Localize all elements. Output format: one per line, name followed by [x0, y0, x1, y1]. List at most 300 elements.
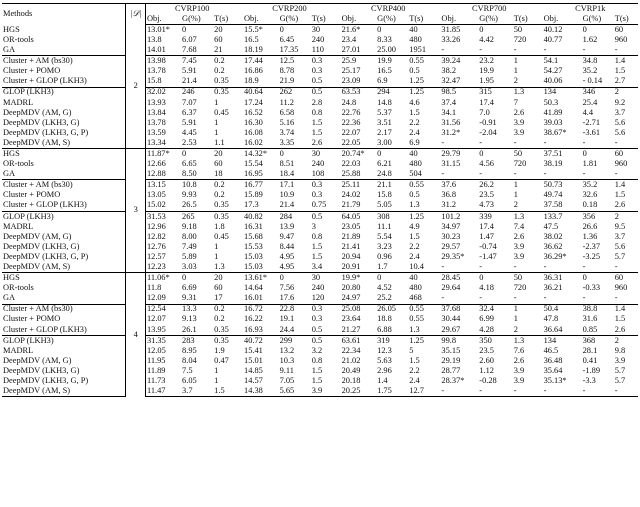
col-gap-header: G(%) [181, 14, 213, 25]
value-cell-obj: 16.77 [243, 180, 279, 191]
value-cell-obj: 31.53 [145, 211, 181, 222]
value-cell-obj: 40.06 [543, 76, 563, 86]
value-cell-obj: 28.77 [441, 366, 461, 375]
value-cell-time: 1 [513, 304, 538, 315]
value-cell-gap: 4.42 [479, 35, 494, 44]
value-cell-time: 50 [513, 24, 523, 34]
value-cell-gap: 26.6 [582, 221, 598, 231]
value-cell-time: 0.47 [214, 356, 229, 365]
value-cell-gap: 0.96 [377, 252, 392, 261]
value-cell-gap: 17.4 [479, 97, 494, 107]
value-cell-gap: 0 [582, 149, 614, 160]
value-cell-gap: 9.47 [279, 231, 295, 241]
value-cell-time: 1.5 [311, 241, 323, 251]
value-cell-obj: 19.9* [341, 273, 377, 284]
value-cell-time: 1.5 [311, 366, 323, 375]
method-name: Cluster + GLOP (LKH3) [3, 324, 87, 334]
value-cell-obj: 39.03 [543, 117, 563, 127]
value-cell-time: 2.4 [409, 376, 420, 386]
value-cell-obj: 24.97 [341, 293, 361, 303]
value-cell-obj: 12.07 [146, 314, 166, 324]
value-cell-time: 0.45 [214, 231, 229, 241]
col-gap-header: G(%) [376, 14, 408, 25]
value-cell-time: 1 [513, 180, 538, 191]
value-cell-gap: 0 [478, 273, 512, 284]
value-cell-gap: 4.56 [479, 159, 494, 169]
col-time-header: T(s) [614, 14, 638, 25]
value-cell-gap: 3.51 [377, 117, 392, 127]
col-obj-header: Obj. [543, 14, 582, 25]
value-cell-gap: 26.2 [478, 180, 512, 191]
value-cell-gap: -1.89 [582, 366, 601, 375]
value-cell-obj: 40.72 [243, 335, 279, 346]
value-cell-time: 5.7 [614, 376, 626, 386]
value-cell-gap: 9.13 [182, 314, 197, 324]
value-cell-obj: 20.74* [341, 149, 377, 160]
value-cell-time: 3.9 [513, 127, 525, 137]
value-cell-gap: 12.3 [377, 345, 392, 355]
value-cell-time: 1 [214, 97, 219, 107]
value-cell-gap: 3.35 [279, 138, 295, 147]
value-cell-gap: 10.8 [181, 180, 213, 191]
value-cell-time: 5.6 [614, 127, 626, 137]
value-cell-gap: 17.35 [279, 45, 299, 55]
method-name: GLOP (LKH3) [2, 335, 126, 346]
value-cell-time: 1.5 [311, 117, 323, 127]
col-gap-header: G(%) [478, 14, 512, 25]
value-cell-gap: 19.1 [279, 314, 295, 324]
value-cell-time: 40 [408, 149, 436, 160]
method-name: Cluster + GLOP (LKH3) [3, 200, 87, 210]
value-cell-gap: - [582, 293, 586, 303]
value-cell-time: 0.5 [311, 324, 323, 334]
value-cell-gap: 8.04 [182, 356, 197, 365]
value-cell-time: 2 [513, 324, 518, 334]
value-cell-gap: 7.68 [182, 45, 197, 55]
value-cell-time: 1.5 [311, 252, 323, 261]
value-cell-gap: 315 [478, 87, 512, 98]
value-cell-gap: 8.51 [279, 159, 295, 169]
value-cell-obj: 134 [543, 335, 582, 346]
value-cell-obj: 12.76 [146, 241, 166, 251]
value-cell-time: 5.6 [614, 241, 626, 251]
value-cell-time: 2 [614, 335, 638, 346]
value-cell-time: 2 [513, 76, 518, 86]
value-cell-gap: 11.2 [279, 97, 294, 107]
value-cell-time: 1.5 [614, 314, 626, 324]
value-cell-obj: 34.97 [441, 221, 461, 231]
value-cell-time: 1.25 [408, 211, 436, 222]
value-cell-obj: 36.29* [543, 252, 567, 261]
value-cell-time: 1.5 [409, 107, 420, 117]
value-cell-obj: 13.61* [243, 273, 279, 284]
value-cell-obj: 16.01 [244, 293, 263, 303]
value-cell-obj: 31.35 [145, 335, 181, 346]
value-cell-obj: 14.01 [146, 45, 166, 55]
value-cell-gap: - [582, 262, 586, 271]
depot-count-header: |𝒟| [126, 4, 146, 25]
value-cell-obj: 31.15 [441, 159, 461, 169]
value-cell-gap: 10.3 [279, 356, 295, 365]
value-cell-gap: 8.00 [182, 231, 197, 241]
value-cell-obj: 17.24 [244, 97, 263, 107]
value-cell-time: 1.3 [409, 200, 420, 210]
method-name: GLOP (LKH3) [2, 211, 126, 222]
value-cell-obj: 18.19 [244, 45, 263, 55]
value-cell-obj: 15.03 [244, 252, 263, 261]
value-cell-obj: 11.06* [145, 273, 181, 284]
value-cell-time: 0.8 [311, 107, 323, 117]
value-cell-time: 0.2 [213, 56, 238, 67]
value-cell-obj: 12.05 [146, 345, 166, 355]
method-name: MADRL [3, 345, 34, 355]
value-cell-time: 7.6 [513, 345, 525, 355]
value-cell-obj: - [543, 262, 547, 271]
value-cell-time: 1.5 [409, 231, 420, 241]
value-cell-obj: 38.02 [543, 231, 563, 241]
value-cell-gap: 0 [181, 149, 213, 160]
value-cell-gap: 319 [376, 335, 408, 346]
value-cell-gap: 0 [376, 149, 408, 160]
value-cell-time: 960 [614, 35, 628, 44]
value-cell-gap: 7.05 [279, 376, 295, 386]
value-cell-gap: 6.05 [182, 376, 197, 386]
value-cell-obj: 12.82 [146, 231, 166, 241]
value-cell-time: 7 [513, 97, 518, 107]
method-name: HGS [2, 273, 126, 284]
value-cell-time: 1 [214, 127, 219, 137]
value-cell-obj: 24.8 [341, 97, 357, 107]
table-row [2, 252, 638, 262]
method-name: OR-tools [3, 35, 34, 44]
value-cell-time: 1.5 [311, 376, 323, 386]
value-cell-time: 2.4 [409, 252, 420, 261]
method-name: Cluster + POMO [3, 66, 61, 76]
value-cell-gap: 1.47 [479, 231, 494, 241]
value-cell-obj: 32.02 [145, 87, 181, 98]
value-cell-time: 60 [614, 24, 624, 34]
value-cell-gap: 2.96 [377, 366, 392, 375]
value-cell-time: 3.9 [513, 366, 525, 375]
col-time-header: T(s) [213, 14, 238, 25]
value-cell-gap: 2.60 [479, 356, 494, 365]
value-cell-obj: 134 [543, 87, 582, 98]
value-cell-obj: 40.77 [543, 35, 563, 44]
method-name: GLOP (LKH3) [2, 87, 126, 98]
value-cell-obj: 54.1 [543, 56, 582, 67]
table-row [2, 138, 638, 149]
value-cell-gap: 3.00 [377, 138, 392, 147]
value-cell-obj: 12.54 [145, 304, 181, 315]
value-cell-time: 2.6 [513, 107, 525, 117]
value-cell-obj: 21.6* [341, 24, 361, 34]
table-row [2, 242, 638, 252]
value-cell-gap: 32.6 [582, 190, 598, 200]
value-cell-obj: 32.47 [441, 76, 461, 86]
value-cell-gap: 6.58 [279, 107, 295, 117]
value-cell-time: 0.55 [408, 304, 436, 315]
value-cell-time: - [513, 45, 517, 55]
value-cell-obj: - [441, 262, 445, 271]
value-cell-time: 2.7 [614, 76, 626, 86]
value-cell-time: - [614, 293, 618, 303]
value-cell-time: 0.3 [311, 304, 336, 315]
value-cell-time: - [513, 293, 517, 303]
value-cell-gap: 13.3 [181, 304, 213, 315]
value-cell-time: 20 [213, 149, 238, 160]
value-cell-gap: 19.9 [376, 56, 408, 67]
value-cell-gap: -2.37 [582, 241, 601, 251]
value-cell-gap: 7.0 [479, 107, 490, 117]
value-cell-obj: 13.05 [146, 190, 166, 200]
value-cell-time: 0.75 [311, 200, 327, 210]
table-row [2, 211, 638, 222]
value-cell-time: 1.25 [408, 335, 436, 346]
value-cell-gap: 0.41 [582, 356, 598, 365]
value-cell-obj: 31.85 [441, 24, 461, 34]
value-cell-obj: 36.64 [543, 324, 563, 334]
value-cell-gap: 4.95 [279, 262, 295, 271]
value-cell-time: 9.5 [614, 221, 626, 231]
value-cell-gap: - [582, 138, 586, 147]
value-cell-gap: 17.1 [279, 180, 311, 191]
value-cell-gap: 0 [182, 24, 187, 34]
value-cell-time: 0.3 [311, 66, 323, 76]
value-cell-obj: 25.11 [341, 180, 377, 191]
value-cell-time: 30 [311, 149, 336, 160]
value-cell-obj: 63.61 [341, 335, 377, 346]
value-cell-gap: 5.91 [182, 66, 197, 76]
value-cell-gap: 7.5 [182, 366, 193, 375]
value-cell-gap: 5.89 [182, 252, 197, 261]
value-cell-obj: 13.59 [146, 127, 166, 137]
value-cell-time: 1.4 [614, 180, 638, 191]
value-cell-time: 5.6 [614, 117, 626, 127]
value-cell-gap: 9.93 [182, 190, 197, 200]
table-row [2, 335, 638, 346]
value-cell-time: 0.2 [214, 190, 225, 200]
value-cell-gap: 1.95 [479, 76, 494, 86]
value-cell-gap: -3.61 [582, 127, 601, 137]
value-cell-time: 1.3 [513, 211, 538, 222]
value-cell-obj: 15.8 [146, 76, 162, 86]
value-cell-time: 2.6 [513, 356, 525, 365]
value-cell-obj: 13.8 [146, 35, 162, 44]
method-name: Cluster + POMO [3, 314, 61, 324]
value-cell-time: 240 [311, 159, 325, 169]
value-cell-time: 3.9 [513, 117, 525, 127]
value-cell-obj: - [441, 45, 445, 55]
value-cell-gap: -2.71 [582, 117, 601, 127]
value-cell-gap: 4.73 [479, 200, 494, 210]
method-name: DeepMDV (AM, G) [3, 107, 72, 117]
value-cell-obj: 20.91 [341, 262, 361, 271]
value-cell-gap: 284 [279, 211, 311, 222]
value-cell-time: 1.3 [409, 324, 420, 334]
value-cell-gap: 6.37 [182, 107, 197, 117]
value-cell-gap: 31.6 [582, 314, 598, 324]
value-cell-time: 1 [214, 366, 219, 375]
value-cell-obj: 13.95 [146, 324, 166, 334]
value-cell-obj: 33.26 [441, 35, 461, 44]
value-cell-time: - [513, 262, 517, 271]
value-cell-time: 2 [614, 211, 638, 222]
value-cell-obj: 16.5 [244, 35, 259, 44]
method-name: DeepMDV (LKH3, G) [3, 117, 80, 127]
value-cell-gap: -0.91 [479, 117, 497, 127]
value-cell-time: 480 [409, 35, 422, 44]
value-cell-gap: 1.36 [582, 231, 598, 241]
value-cell-gap: 17.6 [279, 293, 295, 303]
results-table [2, 3, 638, 397]
depot-count-cell: 2 [126, 25, 146, 149]
value-cell-gap: 6.9 [377, 76, 388, 86]
problem-header-cvrp100: CVRP100 [145, 4, 238, 15]
value-cell-obj: 38.67* [543, 127, 567, 137]
value-cell-time: 0.5 [311, 87, 336, 98]
value-cell-obj: 13.78 [146, 66, 166, 76]
value-cell-gap: 35.2 [582, 180, 614, 191]
value-cell-obj: 14.57 [244, 376, 263, 386]
value-cell-obj: 29.67 [441, 324, 461, 334]
value-cell-obj: 38.19 [543, 159, 563, 169]
value-cell-obj: 47.8 [543, 314, 559, 324]
value-cell-time: 1.4 [614, 304, 638, 315]
value-cell-time: 0.3 [311, 180, 336, 191]
value-cell-time: 0.8 [311, 231, 323, 241]
value-cell-obj: 37.68 [440, 304, 478, 315]
value-cell-time: 0.55 [409, 314, 424, 324]
value-cell-time: 60 [214, 159, 223, 169]
table-row [2, 149, 638, 160]
value-cell-gap: 5.05 [377, 200, 392, 210]
value-cell-obj: 12.09 [146, 293, 166, 303]
value-cell-time: 3.7 [614, 231, 626, 241]
value-cell-gap: 0 [478, 149, 512, 160]
value-cell-obj: 47.5 [543, 221, 559, 231]
value-cell-gap: 8.33 [377, 35, 392, 44]
value-cell-obj: 22.03 [341, 159, 361, 169]
table-row [2, 87, 638, 98]
value-cell-obj: - [441, 293, 445, 303]
value-cell-time: - [513, 138, 517, 147]
value-cell-time: 0.35 [213, 335, 238, 346]
value-cell-obj: 20.80 [341, 283, 361, 293]
problem-header-cvrp200: CVRP200 [243, 4, 336, 15]
value-cell-time: 1.5 [614, 66, 626, 76]
value-cell-obj: 50.4 [543, 304, 582, 315]
value-cell-time: 21 [214, 45, 223, 55]
value-cell-gap: 0.85 [582, 324, 598, 334]
value-cell-obj: 99.8 [440, 335, 478, 346]
method-name: Cluster + AM (bs30) [2, 56, 126, 67]
value-cell-obj: 16.02 [244, 138, 263, 147]
value-cell-obj: 40.82 [243, 211, 279, 222]
value-cell-time: 1 [214, 376, 219, 386]
value-cell-gap: 21.9 [279, 76, 295, 86]
value-cell-time: 0.5 [311, 335, 336, 346]
value-cell-time: - [614, 262, 618, 271]
value-cell-gap: -3.3 [582, 376, 596, 386]
value-cell-time: 50 [513, 273, 538, 284]
table-row [2, 128, 638, 138]
value-cell-gap: 15.8 [377, 190, 392, 200]
value-cell-obj: 23.05 [341, 221, 361, 231]
value-cell-gap: - 0.14 [582, 76, 603, 86]
value-cell-time: 1.5 [409, 356, 420, 365]
value-cell-obj: 17.3 [244, 200, 259, 210]
depot-count-cell: 4 [126, 273, 146, 397]
value-cell-obj: 37.51 [543, 149, 582, 160]
value-cell-obj: 16.08 [244, 127, 263, 137]
value-cell-time: 5.7 [614, 366, 626, 375]
value-cell-obj: 13.15 [145, 180, 181, 191]
value-cell-obj: 23.64 [341, 314, 361, 324]
value-cell-time: 1.3 [513, 335, 538, 346]
value-cell-gap: 5.91 [182, 117, 197, 127]
value-cell-gap: 246 [181, 87, 213, 98]
value-cell-obj: 63.53 [341, 87, 377, 98]
value-cell-time: 1.3 [214, 262, 225, 271]
method-name: GA [3, 293, 16, 303]
value-cell-time: 2 [513, 200, 518, 210]
value-cell-time: 0.3 [311, 190, 323, 200]
method-name: OR-tools [3, 159, 34, 169]
value-cell-gap: 4.4 [582, 107, 594, 117]
value-cell-obj: 22.36 [341, 117, 361, 127]
value-cell-obj: 12.88 [146, 169, 166, 179]
value-cell-gap: -0.33 [582, 283, 601, 293]
value-cell-gap: 25.4 [582, 97, 598, 107]
value-cell-time: 1.3 [513, 87, 538, 98]
value-cell-gap: 23.5 [479, 345, 494, 355]
value-cell-obj: 16.86 [244, 66, 263, 76]
table-row [2, 283, 638, 293]
col-time-header: T(s) [513, 14, 538, 25]
value-cell-obj: 18.9 [244, 76, 259, 86]
value-cell-obj: 22.05 [341, 138, 361, 147]
value-cell-time: 0.35 [213, 211, 238, 222]
table-row [2, 222, 638, 232]
value-cell-obj: 133.7 [543, 211, 582, 222]
value-cell-time: 9.2 [614, 97, 626, 107]
value-cell-obj: 20.49 [341, 366, 361, 375]
value-cell-obj: 20.94 [341, 252, 361, 261]
value-cell-time: 1.25 [409, 76, 424, 86]
value-cell-time: 17 [214, 293, 223, 303]
value-cell-gap: - [479, 293, 483, 303]
method-name: Cluster + POMO [3, 190, 61, 200]
value-cell-time: 720 [513, 283, 527, 293]
method-name: GA [3, 45, 16, 55]
value-cell-time: 2.6 [614, 324, 626, 334]
value-cell-gap: 3.7 [181, 386, 213, 397]
value-cell-gap: 294 [376, 87, 408, 98]
value-cell-gap: 35.2 [582, 66, 598, 76]
value-cell-time: 1 [513, 56, 538, 67]
value-cell-time: 0.55 [408, 180, 436, 191]
value-cell-gap: 2.53 [182, 138, 197, 147]
method-name: DeepMDV (AM, S) [2, 386, 126, 397]
value-cell-gap: 6.65 [182, 159, 197, 169]
value-cell-obj: 15.68 [244, 231, 263, 241]
value-cell-gap: 18.8 [377, 314, 392, 324]
value-cell-gap: 38.8 [582, 304, 614, 315]
value-cell-gap: 7.45 [181, 56, 213, 67]
value-cell-time: - [614, 138, 618, 147]
value-cell-gap: 346 [582, 87, 614, 98]
value-cell-obj: 14.32* [243, 149, 279, 160]
